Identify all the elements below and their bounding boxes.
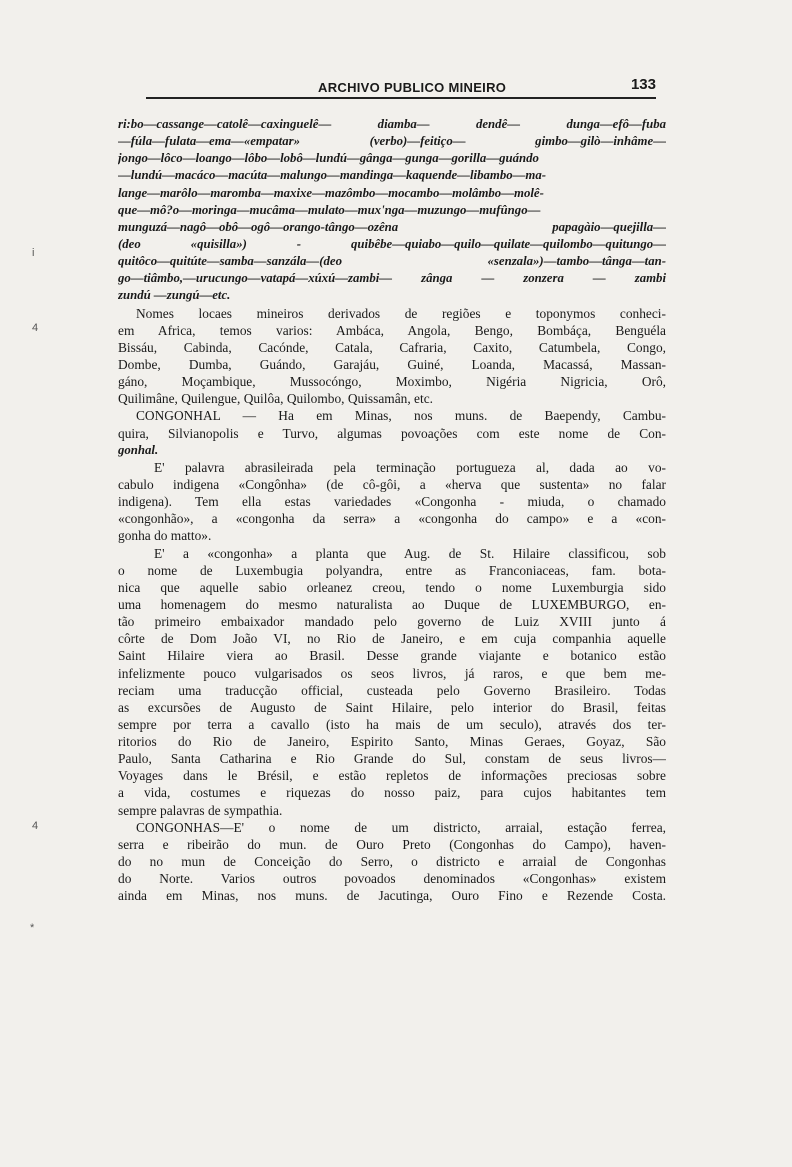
word-list-line: que—mô?o—moringa—mucâma—mulato—mux'nga—muzungo—mufûngo— [118,202,541,217]
paragraph-line: infelizmente pouco vulgarisados os seos livros, já raros, e que bem me- [118,665,666,681]
word-list-line: ri:bo—cassange—catolê—caxinguelê— diamba— dendê— dunga—efô—fuba [118,117,666,131]
paragraph-line: CONGONHAL — Ha em Minas, nos muns. de Baependy, Cambu- [136,408,666,424]
paragraph-line: côrte de Dom João VI, no Rio de Janeiro, e em cuja companhia aquelle [118,631,666,647]
word-list-line: munguzá—nagô—obô—ogô—orango-tângo—ozêna papagàio—quejilla— [118,219,666,234]
paragraph-line: gáno, Moçambique, Mussocóngo, Moximbo, Nigéria Nigricia, Orô, [118,374,666,390]
word-list-line: lange—marôlo—maromba—maxixe—mazômbo—mocambo—molâmbo—molê- [118,185,544,200]
paragraph-congonhas [118,819,666,905]
paragraph-regioes [118,305,666,408]
margin-mark: 4 [32,820,39,832]
paragraph-line: ainda em Minas, nos muns. de Jacutinga, Ouro Fino e Rezende Costa. [118,888,666,904]
word-list-line: jongo—lôco—loango—lôbo—lobô—lundú—gânga—gunga—gorilla—guándo [118,151,539,166]
paragraph-line: sempre por terra a cavallo (isto ha mais de um seculo), através dos ter- [118,716,666,732]
paragraph-line: gonhal. [118,442,159,457]
page-number: 133 [630,76,656,93]
paragraph-line: indigena). Tem ella estas variedades «Congonha - miuda, o chamado [118,494,666,510]
paragraph-line: sempre palavras de sympathia. [118,802,283,818]
paragraph-line: uma homenagem do mesmo naturalista ao Duque de LUXEMBURGO, en- [118,596,666,612]
word-list-line: go—tiâmbo,—urucungo—vatapá—xúxú—zambi— zânga — zonzera — zambi [118,271,666,286]
paragraph-line: «congonhão», a «congonha da serra» a «congonha do campo» e a «con- [118,511,666,527]
word-list-line: —lundú—macáco—macúta—malungo—mandinga—kaquende—libambo—ma- [118,168,547,183]
paragraph-line: reciam uma traducção official, custeada pelo Governo Brasileiro. Todas [118,682,666,698]
paragraph-line: serra e ribeirão do mun. de Ouro Preto (Congonhas do Campo), haven- [118,836,666,852]
page-header [146,76,656,98]
paragraph-line: nica que aquelle sabio orleanez creou, tendo o nome Luxemburgia sido [118,579,666,595]
paragraph-hilaire [118,545,666,819]
header-rule [146,97,656,99]
paragraph-line: Voyages dans le Brésil, e estão repletos de informações preciosas sobre [118,768,666,784]
paragraph-line: o nome de Luxembugia polyandra, entre as Franconiaceas, fam. bota- [118,562,666,578]
paragraph-line: Saint Hilaire viera ao Brasil. Desse grande viajante e botanico estão [118,648,666,664]
paragraph-line: quira, Silvianopolis e Turvo, algumas povoações com este nome de Con- [118,425,666,441]
page-body [118,116,666,904]
paragraph-line: Dombe, Dumba, Guándo, Garajáu, Guiné, Loanda, Macassá, Massan- [118,356,666,372]
paragraph-line: do no mun de Conceição do Serro, o districto e arraial de Congonhas [118,854,666,870]
paragraph-line: Nomes locaes mineiros derivados de regiões e toponymos conheci- [136,305,666,321]
margin-mark: i [32,247,35,259]
paragraph-line: as excursões de Augusto de Saint Hilaire, pelo interior do Brasil, feitas [118,699,666,715]
margin-mark: * [30,922,35,934]
italic-word-list [118,116,666,305]
paragraph-line: do Norte. Varios outros povoados denominados «Congonhas» existem [118,871,666,887]
paragraph-line: a vida, costumes e riquezas do nosso paiz, para cujos habitantes tem [118,785,666,801]
word-list-line: —fúla—fulata—ema—«empatar» (verbo)—feitiço— gimbo—gilò—inhâme— [118,134,666,149]
paragraph-abrasileirada [118,459,666,545]
paragraph-line: cabulo indigena «Congônha» (de cô-gôi, a «herva que sustenta» no falar [118,476,666,492]
paragraph-line: Quilimâne, Quilengue, Quilôa, Quilombo, Quissamân, etc. [118,391,433,407]
word-list-line: zundú —zungú—etc. [118,288,231,303]
paragraph-congonhal [118,407,666,458]
paragraph-line: tão primeiro embaixador mandado pelo governo de Luiz XVIII junto á [118,614,666,630]
paragraph-line: E' palavra abrasileirada pela terminação portugueza al, dada ao vo- [154,459,666,475]
word-list-line: (deo «quisilla») - quibêbe—quiabo—quilo—quilate—quilombo—quitungo— [118,236,666,251]
paragraph-line: CONGONHAS—E' o nome de um districto, arraial, estação ferrea, [136,819,666,835]
paragraph-line: em Africa, temos varios: Ambáca, Angola, Bengo, Bombáça, Benguéla [118,322,666,338]
paragraph-line: ritorios do Rio de Janeiro, Espirito Santo, Minas Geraes, Goyaz, São [118,734,666,750]
paragraph-line: E' a «congonha» a planta que Aug. de St. Hilaire classificou, sob [154,545,666,561]
word-list-line: quitôco—quitúte—samba—sanzála—(deo «senzala»)—tambo—tânga—tan- [118,254,666,269]
margin-mark: 4 [32,322,39,334]
paragraph-line: Paulo, Santa Catharina e Rio Grande do Sul, constam de seus livros— [118,751,666,767]
running-title: ARCHIVO PUBLICO MINEIRO [318,80,507,95]
paragraph-line: gonha do matto». [118,528,212,544]
paragraph-line: Bissáu, Cabinda, Cacónde, Catala, Cafraria, Caxito, Catumbela, Congo, [118,339,666,355]
